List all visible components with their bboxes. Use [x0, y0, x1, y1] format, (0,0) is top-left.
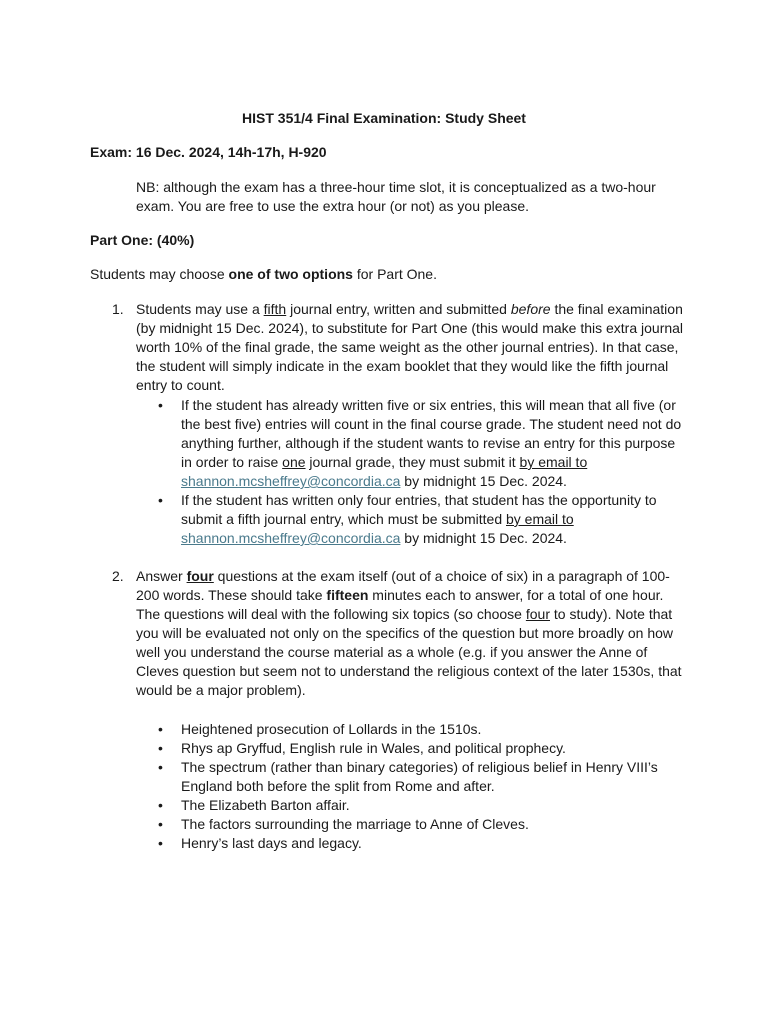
option-1-bullets: [158, 396, 688, 548]
bullet-icon: •: [158, 721, 163, 737]
bullet-icon: •: [158, 797, 163, 813]
option-1-italic: before: [510, 301, 551, 317]
list-item: [158, 758, 688, 796]
bullet-text: by midnight 15 Dec. 2024.: [400, 530, 567, 546]
list-item: [158, 720, 688, 739]
list-item: [158, 491, 688, 548]
list-item: [158, 396, 688, 491]
bullet-icon: •: [158, 816, 163, 832]
option-1-underline: fifth: [263, 301, 287, 317]
option-2: [112, 567, 688, 700]
option-1: [112, 300, 688, 395]
bullet-icon: •: [158, 835, 163, 851]
option-1-text: journal entry, written and submitted: [286, 301, 511, 317]
page-title: HIST 351/4 Final Examination: Study Sheet: [242, 110, 526, 126]
options-intro-bold: one of two options: [228, 266, 353, 282]
bullet-icon: •: [158, 492, 163, 508]
options-intro-text-end: for Part One.: [352, 266, 437, 282]
option-2-number: 2.: [112, 568, 124, 584]
option-2-underline: four: [525, 606, 550, 622]
list-item: [158, 834, 688, 853]
topic-text: The factors surrounding the marriage to Anne of Cleves.: [181, 816, 529, 832]
option-2-text: to study). Note that you will be evaluated not only on the specifics of the question but more broadly on how well you understand the course material as a whole (e.g. if you answer the Anne of Cleves question but seem not to understand the religious context of the later 1530s, that would be a major problem).: [136, 606, 682, 698]
topics-list: [158, 720, 688, 853]
topic-text: The spectrum (rather than binary categories) of religious belief in Henry VIII’s England both before the split from Rome and after.: [181, 759, 658, 794]
list-item: [158, 815, 688, 834]
bullet-underline: by email to: [506, 511, 574, 527]
bullet-text: If the student has written only four entries, that student has the opportunity to submit a fifth journal entry, which must be submitted: [181, 492, 657, 527]
topic-text: Rhys ap Gryffud, English rule in Wales, and political prophecy.: [181, 740, 566, 756]
options-intro: [90, 265, 437, 284]
bullet-icon: •: [158, 740, 163, 756]
bullet-text: journal grade, they must submit it: [305, 454, 520, 470]
options-intro-text: Students may choose: [90, 266, 229, 282]
bullet-icon: •: [158, 397, 163, 413]
option-2-text: minutes each to answer, for a total of one hour. The questions will deal with the following six topics (so choose: [136, 587, 664, 622]
topic-text: The Elizabeth Barton affair.: [181, 797, 350, 813]
option-1-text: the final examination (by midnight 15 Dec. 2024), to substitute for Part One (this would make this extra journal worth 10% of the final grade, the same weight as the other journal entries). In that case, the student will simply indicate in the exam booklet that they would like the fifth journal entry to count.: [136, 301, 684, 393]
nb-note: NB: although the exam has a three-hour time slot, it is conceptualized as a two-hour exam. You are free to use the extra hour (or not) as you please.: [136, 179, 656, 214]
topic-text: Henry’s last days and legacy.: [181, 835, 362, 851]
option-2-text: Answer: [136, 568, 187, 584]
bullet-underline: by email to: [519, 454, 588, 470]
bullet-underline: one: [282, 454, 306, 470]
option-2-text: questions at the exam itself (out of a choice of six) in a paragraph of 100-200 words. These should take: [136, 568, 670, 603]
option-2-bold: fifteen: [326, 587, 369, 603]
part-one-heading: Part One: (40%): [90, 232, 195, 248]
list-item: [158, 796, 688, 815]
topic-text: Heightened prosecution of Lollards in the 1510s.: [181, 721, 482, 737]
exam-details: Exam: 16 Dec. 2024, 14h-17h, H-920: [90, 144, 327, 160]
bullet-text: If the student has already written five or six entries, this will mean that all five (or the best five) entries will count in the final course grade. The student need not do anything further, although if the student wants to revise an entry for this purpose in order to raise: [181, 397, 682, 470]
option-2-bold-underline: four: [186, 568, 214, 584]
list-item: [158, 739, 688, 758]
option-1-text: Students may use a: [136, 301, 264, 317]
option-1-number: 1.: [112, 301, 124, 317]
email-link[interactable]: shannon.mcsheffrey@concordia.ca: [181, 473, 401, 489]
bullet-text: by midnight 15 Dec. 2024.: [400, 473, 567, 489]
email-link[interactable]: shannon.mcsheffrey@concordia.ca: [181, 530, 401, 546]
bullet-icon: •: [158, 759, 163, 775]
